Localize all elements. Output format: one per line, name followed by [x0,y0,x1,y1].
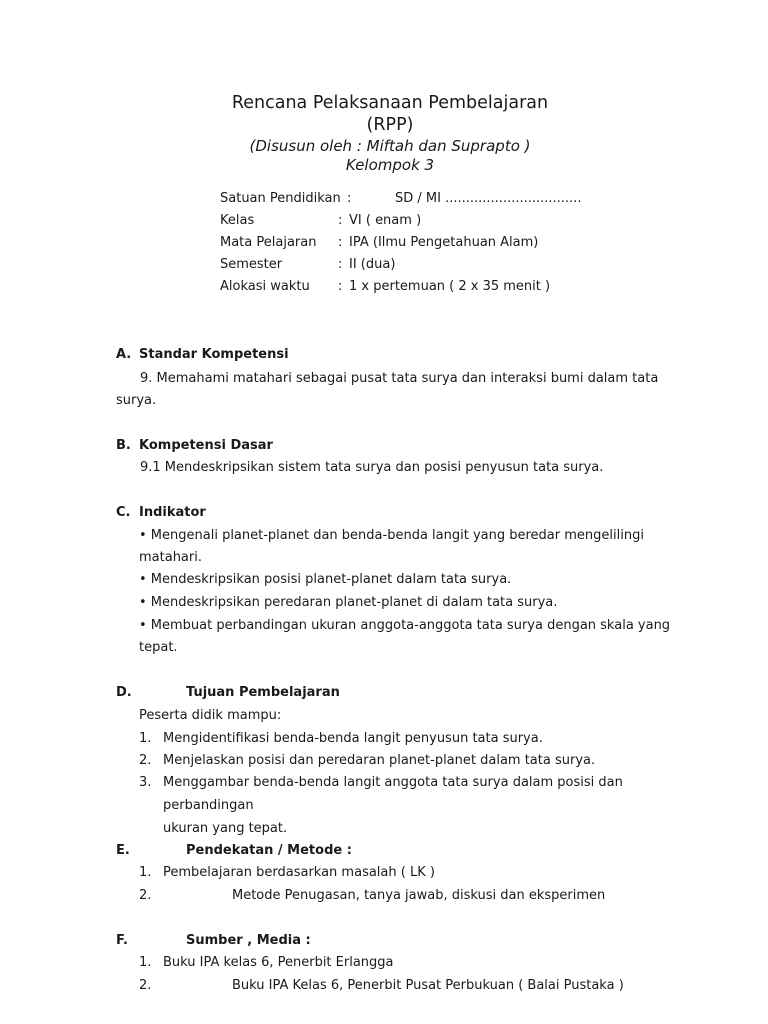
section-a-text: 9. Memahami matahari sebagai pusat tata surya dan interaksi bumi dalam tata [140,371,659,386]
identity-label: Semester [220,257,283,272]
identity-label: Satuan Pendidikan [220,191,341,206]
section-a-text: surya. [116,393,157,408]
identity-label: Kelas [220,213,255,228]
document-abbreviation: (RPP) [366,115,414,135]
identity-value: 1 x pertemuan ( 2 x 35 menit ) [349,279,551,294]
section-f-heading: Sumber , Media : [186,933,311,948]
indicator-item: • Mendeskripsikan peredaran planet-planet di dalam tata surya. [139,595,558,610]
list-item-continuation: ukuran yang tepat. [163,821,288,836]
list-item: Pembelajaran berdasarkan masalah ( LK ) [163,865,435,880]
section-c-letter: C. [116,505,131,520]
indicator-item: tepat. [139,640,178,655]
list-number: 1. [139,955,152,970]
section-a-heading: Standar Kompetensi [139,347,289,362]
document-authors: (Disusun oleh : Miftah dan Suprapto ) [249,137,531,155]
document-group: Kelompok 3 [345,156,435,174]
section-b-text: 9.1 Mendeskripsikan sistem tata surya dan posisi penyusun tata surya. [140,460,604,475]
document-title: Rencana Pelaksanaan Pembelajaran [231,93,549,113]
list-item: Mengidentifikasi benda-benda langit penyusun tata surya. [163,731,543,746]
list-number: 1. [139,731,152,746]
section-e-letter: E. [116,843,130,858]
identity-value: SD / MI ................................. [395,191,582,206]
identity-label: Mata Pelajaran [220,235,317,250]
identity-value: VI ( enam ) [349,213,422,228]
identity-value: IPA (Ilmu Pengetahuan Alam) [349,235,539,250]
identity-value: II (dua) [349,257,396,272]
list-item: Metode Penugasan, tanya jawab, diskusi dan eksperimen [232,888,606,903]
section-d-letter: D. [116,685,132,700]
indicator-item: • Mendeskripsikan posisi planet-planet dalam tata surya. [139,572,512,587]
section-e-heading: Pendekatan / Metode : [186,843,352,858]
list-item: Buku IPA Kelas 6, Penerbit Pusat Perbukuan ( Balai Pustaka ) [232,978,624,993]
list-item: Buku IPA kelas 6, Penerbit Erlangga [163,955,394,970]
identity-colon: : [347,191,352,206]
section-d-heading: Tujuan Pembelajaran [186,685,340,700]
list-number: 2. [139,888,152,903]
list-number: 2. [139,753,152,768]
section-d-intro: Peserta didik mampu: [139,708,282,723]
list-item: Menggambar benda-benda langit anggota tata surya dalam posisi dan [163,775,623,790]
list-item: Menjelaskan posisi dan peredaran planet-planet dalam tata surya. [163,753,596,768]
section-f-letter: F. [116,933,128,948]
indicator-item: • Membuat perbandingan ukuran anggota-anggota tata surya dengan skala yang [139,618,671,633]
identity-colon: : [338,235,343,250]
list-number: 1. [139,865,152,880]
list-item-continuation: perbandingan [163,798,254,813]
section-a-letter: A. [116,347,132,362]
section-b-heading: Kompetensi Dasar [139,438,273,453]
list-number: 2. [139,978,152,993]
identity-colon: : [338,257,343,272]
section-b-letter: B. [116,438,131,453]
identity-label: Alokasi waktu [220,279,310,294]
section-c-heading: Indikator [139,505,206,520]
indicator-item: • Mengenali planet-planet dan benda-benda langit yang beredar mengelilingi [139,528,644,543]
indicator-item: matahari. [139,550,202,565]
identity-colon: : [338,213,343,228]
identity-colon: : [338,279,343,294]
list-number: 3. [139,775,152,790]
